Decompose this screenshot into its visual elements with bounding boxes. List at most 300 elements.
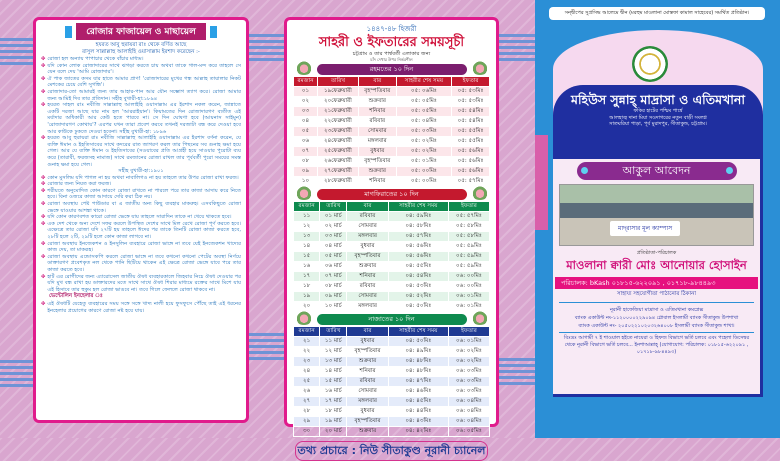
- table-cell: ০৪: ৪৮মিঃ: [388, 367, 448, 377]
- table-cell: ০৬: ০০মিঃ: [448, 272, 489, 282]
- table-row: [294, 377, 490, 387]
- table-row: [294, 137, 490, 147]
- table-cell: সোমবার: [347, 387, 388, 397]
- column-header: তারিখ: [318, 77, 359, 87]
- table-cell: রবিবার: [347, 377, 388, 387]
- bullet-item: [41, 254, 241, 274]
- section-band: [317, 64, 467, 75]
- table-cell: শুক্রবার: [358, 97, 396, 107]
- table-cell: রবিবার: [347, 212, 388, 222]
- flower-icon: [295, 311, 313, 325]
- table-cell: ০৫: ০১মিঃ: [396, 157, 451, 167]
- table-cell: ০৫: ৫৯মিঃ: [448, 262, 489, 272]
- bullet-text: হার্ট এর রোগীদের জন্য এ্যারোসেল জাতীয় ঔষধ ব্যবহারকালে জিহবার নিচে ঔষধ দেওয়ার পর যদি মুখ বন্ধ রাখা হয় ডাক্তারদের মতে সাথে সাথে ঔষধ শিরার মাধ্যমে রক্তের সাথে মিশে যায় এই হিসাবে তার হুকুম হল রোজা ভাঙবে না। তবে গিলে ফেললে রোজা থাকবে না।: [47, 273, 241, 293]
- table-cell: মঙ্গলবার: [347, 302, 388, 312]
- table-cell: শনিবার: [358, 177, 396, 187]
- table-row: [294, 262, 490, 272]
- bullet-text: হযরত আবু হুরায়রা রাঃ নবীজি সাল্লাল্লাহু আলাইহি ওয়াসাল্লাম এর ইরশাদ বর্ণনা করেন, যে ব্যক্তি ঈমান ও ইহতিসাবের সাথে কদরের রাত জাগরণ করল তার পিছনের সব গুনাহ ক্ষমা হয়ে গেল। আর যে ব্যক্তি ঈমান ও ইহতিসাবের (সওয়াবের প্রতি আগ্রহী হয়ে সাওয়ার পুরোটা ব্যয় করে (তারাবী, ফরজসহ নামাজ) সাথে রমজানের রোজা রাখল তার পূর্ববর্তী পুরো সময়ের সমস্ত গুনাহ ক্ষমা হয়ে গেল।: [47, 135, 241, 168]
- table-cell: শুক্রবার: [347, 357, 388, 367]
- bullet-text: ঐ পাক জাতের কসম যার হাতে আমার প্রাণ! 'রোজাদারের মুখের গন্ধ আল্লাহ তায়ালার নিকট মেশকের চেয়ে বেশি সুগন্ধি'।: [47, 75, 241, 89]
- table-cell: মঙ্গলবার: [358, 137, 396, 147]
- bullet-item: [41, 214, 241, 221]
- table-cell: ০৯ মার্চ: [320, 292, 347, 302]
- table-cell: ০৩: [294, 107, 318, 117]
- schedule-table: [293, 76, 490, 187]
- table-row: [294, 357, 490, 367]
- table-cell: ২৯: [294, 417, 320, 427]
- table-cell: ০১ মার্চ: [320, 212, 347, 222]
- table-cell: ০৪: ৪৭মিঃ: [388, 377, 448, 387]
- column-header: সাহরীর শেষ সময়: [388, 202, 448, 212]
- table-row: [294, 87, 490, 97]
- decor-stripes: [499, 34, 535, 61]
- table-cell: বৃহস্পতিবার: [347, 417, 388, 427]
- table-cell: ০৫: ০২মিঃ: [396, 147, 451, 157]
- table-cell: ২১: [294, 337, 320, 347]
- table-cell: বুধবার: [358, 147, 396, 157]
- column-header: ইফতার: [448, 202, 489, 212]
- table-cell: বুধবার: [347, 337, 388, 347]
- table-row: [294, 97, 490, 107]
- table-cell: ০৪: ৪৮মিঃ: [388, 357, 448, 367]
- bullet-icon: ✤: [41, 240, 46, 247]
- table-cell: বুধবার: [347, 407, 388, 417]
- table-cell: ২১ফেব্রুয়ারী: [318, 107, 359, 117]
- table-cell: ০৪: ৫৪মিঃ: [388, 272, 448, 282]
- table-cell: ০৫: ৫৯মিঃ: [448, 242, 489, 252]
- decor-stripes: [0, 360, 36, 387]
- table-cell: ০৫: ০০মিঃ: [396, 167, 451, 177]
- bullet-text: কোন মুসলিম যদি পাগল না হয় অথবা নাবালিগও না হয় তাহলে তার উপর রোজা রাখা ফরজ।: [47, 174, 239, 181]
- table-cell: ০৮ মার্চ: [320, 282, 347, 292]
- hadith-ref: সহীহ বুখারী-হা:১৯০১: [118, 168, 164, 175]
- table-cell: ০৫: ৫৬মিঃ: [452, 157, 490, 167]
- hijri-year: ১৪৪৭-৪৮ হিজরী: [366, 25, 417, 33]
- table-cell: বুধবার: [347, 242, 388, 252]
- table-cell: ০৫: ০৫মিঃ: [396, 107, 451, 117]
- table-cell: শনিবার: [347, 272, 388, 282]
- bullet-item: [41, 63, 241, 76]
- table-cell: শুক্রবার: [347, 427, 388, 437]
- bank-info: [559, 302, 754, 330]
- table-cell: ০৪ মার্চ: [320, 242, 347, 252]
- table-cell: ০৪: ৪৬মিঃ: [388, 387, 448, 397]
- bullet-text: শরীয়তে অনুমোদিত কোন কারণে রোজা রাখতে না পারলে পরে তার কাজা আদায় করে নিতে হবে। বিনা ওজরে কাজা আদায়ে দেরি করা ঠিক নয়।: [47, 187, 241, 201]
- bullet-text: রোজা অবস্থায় এন্ডোসকপি করলে রোজা ভাঙ্গে না তবে কখনো কখনো পেটের অবস্থা নির্ণয়ে ডাক্তারগণ প্রবেশকৃত নল থেকে পানি ছিটিয়ে থাকেন এই ক্ষেত্রে রোজা ভেঙ্গে যাবে পরে তার কাজা করতে হবে।: [47, 253, 241, 273]
- address-line: সাতঘরিয়া পাড়া, পূর্ব মুরাদপুর, সীতাকুন্ড, চট্টগ্রাম।: [609, 121, 707, 127]
- madrasa-panel: [535, 0, 780, 438]
- appeal-card: [553, 159, 763, 397]
- table-cell: ১০ মার্চ: [320, 302, 347, 312]
- table-cell: ০৬: ০৪মিঃ: [448, 417, 489, 427]
- flower-icon: [471, 186, 489, 200]
- schedule-table: [293, 326, 490, 437]
- inhaler-subheading: ভেন্টোলিন ইনহেলার ঃ: [49, 293, 103, 300]
- table-cell: ০৫: ৫৪মিঃ: [452, 107, 490, 117]
- bullet-icon: ✤: [41, 220, 46, 227]
- table-cell: বৃহস্পতিবার: [358, 157, 396, 167]
- column-header: সাহরীর শেষ সময়: [388, 327, 448, 337]
- table-cell: ০৪: ৪৯মিঃ: [388, 347, 448, 357]
- table-cell: ০১: [294, 87, 318, 97]
- table-cell: ০২: [294, 97, 318, 107]
- table-cell: ০৬ মার্চ: [320, 262, 347, 272]
- table-cell: ০৬: ০১মিঃ: [448, 292, 489, 302]
- table-cell: সোমবার: [347, 292, 388, 302]
- bullet-text: এই ঔষধটি যেহেতু ব্যবহারের সময় সঙ্গে সঙ্গে খাদ্য নালী হয়ে ফুসফুসে পৌঁছে তাই এই ধরনের ইনহেলার প্রয়োগের কারণে রোজা নষ্ট হয়ে যায়।: [47, 301, 241, 314]
- table-cell: ০৬: ০৫মিঃ: [448, 427, 489, 437]
- table-row: [294, 292, 490, 302]
- section-label: রহমতের ১০ দিন: [369, 65, 414, 73]
- bullet-item: [41, 221, 241, 241]
- decor-stripes: [249, 34, 285, 61]
- bullet-text: রোজার জন্য নিয়ত করা ফরজ।: [47, 181, 112, 188]
- table-cell: রবিবার: [347, 282, 388, 292]
- table-row: [294, 177, 490, 187]
- table-cell: ০২ মার্চ: [320, 222, 347, 232]
- founder-name: মাওলানা ক্বারী মোঃ আনোয়ার হোসাইন: [566, 258, 747, 272]
- bullet-text: রোজা হল অন্যায় পাপাচার থেকে বাঁচার মাধ্যম।: [47, 56, 144, 62]
- bullet-text: রোজা অবস্থায় ইনজেকশন ও ইনসুলিন ব্যবহারে রোজা ভাঙ্গে না তবে যেই ইনজেকশন খাদ্যের কাজ দেয়, তা মাকরূহ।: [47, 240, 241, 254]
- flower-icon: [471, 311, 489, 325]
- table-cell: ০৬: ০২মিঃ: [448, 347, 489, 357]
- table-cell: ১৩ মার্চ: [320, 357, 347, 367]
- table-cell: ০৪: ৪৫মিঃ: [388, 397, 448, 407]
- table-cell: ০৪: ৫৬মিঃ: [388, 242, 448, 252]
- table-cell: ২৫: [294, 377, 320, 387]
- section-label: মাগফিরাতের ১০ দিন: [364, 190, 419, 198]
- table-header: [294, 202, 490, 212]
- top-note: সন্দ্বীপের সুপ্রসিদ্ধ আলেমে দ্বীন (মরহুম মাওলানা মোস্তফা কামাল সাহেবের) সমর্থিত প্রতিষ্ঠান।: [549, 7, 765, 20]
- section-band: [317, 189, 467, 200]
- address-line: আলহাজ্ব দানা মিয়া সওদাগরের নতুন বাড়ী সংলগ্ন: [609, 114, 707, 121]
- bullet-item: [41, 102, 241, 135]
- table-row: [294, 367, 490, 377]
- fazail-title: রোজার ফাজায়েল ও মাছায়েল: [76, 23, 206, 40]
- table-row: [294, 117, 490, 127]
- table-cell: ০৫: ০৩মিঃ: [396, 127, 451, 137]
- column-header: বার: [347, 202, 388, 212]
- table-cell: ৩০: [294, 427, 320, 437]
- table-cell: ০৪: ৫৭মিঃ: [388, 232, 448, 242]
- bullet-item: [41, 175, 241, 182]
- column-header: বার: [347, 327, 388, 337]
- table-row: [294, 212, 490, 222]
- table-row: [294, 427, 490, 437]
- bullet-icon: ✤: [41, 187, 46, 194]
- table-cell: ০৯: [294, 167, 318, 177]
- madrasa-name: মহিউস সুন্নাহ্ মাদ্রাসা ও এতিমখানা: [571, 92, 745, 107]
- bank-line: ব্যাংক একাউন্ট নং-১১২০০০০২২৯০৯৪ গ্লোবাল ইসলামী ব্যাংক সীতাকুন্ড উপশাখা: [574, 315, 739, 321]
- intro-line: রাসুল সাল্লাল্লাহু আলাইহি ওয়াসাল্লাম ইরশাদ করেছেন :-: [82, 49, 200, 55]
- table-row: [294, 302, 490, 312]
- table-cell: শুক্রবার: [347, 262, 388, 272]
- bullet-text: যদি কোন লোক রোজাদারের সাথে ঝগড়া করতে চায় অথবা তাকে গাল-মন্দ করে তাহলে সে যেন বলে দেয় 'আমি রোজাদার'।: [47, 62, 241, 76]
- column-header: রমজান: [294, 202, 320, 212]
- bullet-icon: ✤: [41, 181, 46, 188]
- table-cell: ০৫: ৫৩মিঃ: [452, 97, 490, 107]
- flower-icon: [295, 61, 313, 75]
- campus-photo: [559, 184, 754, 246]
- table-cell: ০৫ মার্চ: [320, 252, 347, 262]
- bullet-text: হযরত সাহল রাঃ নবীজি সাল্লাল্লাহু আলাইহি ওয়াসাল্লাম এর ইরশাদ নকল করেন, জান্নাতে একটি দরজা আছে যার নাম হল 'আররাইয়ান'। কিয়ামতের দিন রোজাদারগণ ব্যতীত এই মর্যাদার অধিকারী আর কেউ হতে পারবে না। সে দিন ঘোষণা হবে (আয়নাস সাইমুন) 'রোজাদারগণ কোথায়'? এরপর যখন তারা প্রবেশ করবে তখনই দরজাটা বন্ধ করে দেওয়া হবে আর কাউকে ঢুকতে দেওয়া হবেনা। সহীহ বুখারী-হা: ১৮৯৬: [47, 102, 241, 135]
- table-row: [294, 167, 490, 177]
- bullet-icon: ✤: [41, 88, 46, 95]
- header-marker: [65, 26, 72, 38]
- column-header: ইফতার: [448, 327, 489, 337]
- admission-notice: বিঃদ্রঃ আগামী ৭ ই শাওয়াল হইতে নাযেরা ও হিফজ বিভাগে ভর্তি চলবে এবং পহেলা ডিসেম্বর থেকে নূরানী বিভাগে ভর্তি চলবে... ইনশাআল্লাহ্ (যোগাযোগ: পরিচালক: ০১৮১৫-৬২২০৯১ , ০১৭১৮-৯৮৪৪৯৩): [559, 332, 754, 356]
- table-cell: ২৬: [294, 387, 320, 397]
- table-cell: ০৬: ০৪মিঃ: [448, 407, 489, 417]
- flower-icon: [295, 186, 313, 200]
- table-cell: সোমবার: [358, 127, 396, 137]
- bullet-icon: ✤: [41, 253, 46, 260]
- table-cell: ০৬: ০০মিঃ: [448, 282, 489, 292]
- table-cell: ১৫: [294, 252, 320, 262]
- table-cell: ১৮ মার্চ: [320, 407, 347, 417]
- table-cell: ০৬: ০৩মিঃ: [448, 387, 489, 397]
- table-cell: ০৪: ৪৪মিঃ: [388, 407, 448, 417]
- table-row: [294, 272, 490, 282]
- table-cell: শুক্রবার: [358, 167, 396, 177]
- table-row: [294, 347, 490, 357]
- table-cell: ২০ মার্চ: [320, 427, 347, 437]
- table-cell: ১৮: [294, 282, 320, 292]
- founder-label: প্রতিষ্ঠাতা-পরিচালক: [636, 250, 677, 256]
- table-cell: ০৫: ০৬মিঃ: [396, 87, 451, 97]
- source-credit: তথ্য প্রচারে : নিউ সীতাকুণ্ড নূরানী চ্যানেল: [295, 441, 488, 461]
- table-cell: ১৭: [294, 272, 320, 282]
- table-cell: ২০ফেব্রুয়ারী: [318, 97, 359, 107]
- table-cell: ১৪ মার্চ: [320, 367, 347, 377]
- table-cell: মঙ্গলবার: [347, 232, 388, 242]
- table-cell: মঙ্গলবার: [347, 397, 388, 407]
- table-cell: বৃহস্পতিবার: [347, 347, 388, 357]
- table-cell: ১১ মার্চ: [320, 337, 347, 347]
- intro-line: হযরত আবু হুরায়রা রাঃ থেকে বর্ণিত আছে: [95, 42, 187, 48]
- table-header: [294, 77, 490, 87]
- bullet-icon: ✤: [41, 135, 46, 142]
- table-cell: ০৫: [294, 127, 318, 137]
- table-cell: ০৫: ৫৭মিঃ: [448, 212, 489, 222]
- table-cell: ০৮: [294, 157, 318, 167]
- schedule-panel: [284, 17, 499, 457]
- table-row: [294, 407, 490, 417]
- section-label: নাজাতের ১০ দিন: [368, 315, 415, 323]
- table-cell: ০৪: ৫৫মিঃ: [388, 262, 448, 272]
- table-cell: ০৫: ৫৪মিঃ: [452, 117, 490, 127]
- table-cell: ০৫: ০৪মিঃ: [396, 117, 451, 127]
- fazail-panel: [33, 17, 249, 423]
- table-cell: ০৫: ৫৮মিঃ: [448, 232, 489, 242]
- table-cell: ১২ মার্চ: [320, 347, 347, 357]
- table-cell: সোমবার: [347, 222, 388, 232]
- table-cell: ০৫: ৫৮মিঃ: [448, 222, 489, 232]
- table-row: [294, 397, 490, 407]
- table-cell: ০৬: [294, 137, 318, 147]
- table-cell: ১৬ মার্চ: [320, 387, 347, 397]
- bullet-item: [41, 188, 241, 201]
- header-marker: [210, 26, 217, 38]
- bullet-item: [41, 135, 241, 168]
- column-header: সাহরীর শেষ সময়: [396, 77, 451, 87]
- table-cell: শনিবার: [347, 367, 388, 377]
- madrasa-title-block: [553, 85, 763, 159]
- fazail-header: [41, 23, 241, 40]
- bullet-text: রোজাদার-তো আমারই জন্য তার আহার-পান আর যৌন সম্ভোগ ত্যাগ করে। রোজা আমার জন্য আমিই দিব তার প্রতিদান। সহীহ বুখারী-হা:১৮৯৪: [47, 88, 241, 102]
- table-row: [294, 147, 490, 157]
- table-row: [294, 127, 490, 137]
- bullet-item: [41, 181, 241, 188]
- table-cell: ২২: [294, 347, 320, 357]
- table-cell: ০৫: ৫৫মিঃ: [452, 137, 490, 147]
- table-cell: ০৫: ০৫মিঃ: [396, 97, 451, 107]
- bullet-icon: ✤: [41, 102, 46, 109]
- table-cell: ২৩: [294, 357, 320, 367]
- table-cell: ২৮: [294, 407, 320, 417]
- schedule-title: সাহরী ও ইফতারের সময়সূচী: [318, 35, 465, 50]
- bullet-icon: ✤: [41, 56, 46, 62]
- table-cell: ০৬: ০৩মিঃ: [448, 367, 489, 377]
- schedule-subtitle: চট্টগ্রাম ও তার পার্শ্ববর্তী এলাকার জন্য: [352, 51, 431, 57]
- table-cell: ০৫: ৫৭মিঃ: [452, 177, 490, 187]
- table-cell: ০৫: ০০মিঃ: [396, 177, 451, 187]
- table-cell: ০৪: ৪৩মিঃ: [388, 417, 448, 427]
- table-cell: ১৭ মার্চ: [320, 397, 347, 407]
- bullet-item: [41, 89, 241, 102]
- appeal-heading: আকুল আবেদন: [577, 162, 737, 180]
- table-cell: ১৬: [294, 262, 320, 272]
- decor-stripes: [499, 358, 535, 385]
- table-cell: ০৪: ৫০মিঃ: [388, 337, 448, 347]
- column-header: রমজান: [294, 77, 318, 87]
- table-cell: ০৪: ৫৩মিঃ: [388, 282, 448, 292]
- table-row: [294, 417, 490, 427]
- table-cell: ০৫: ৫৯মিঃ: [448, 252, 489, 262]
- column-header: ইফতার: [452, 77, 490, 87]
- table-cell: ২০: [294, 302, 320, 312]
- help-title: সাহায্য সহযোগীতা পাঠানোর ঠিকানা: [617, 291, 696, 297]
- table-cell: ০৫: ৫৬মিঃ: [452, 147, 490, 157]
- table-row: [294, 282, 490, 292]
- column-header: রমজান: [294, 327, 320, 337]
- bullet-text: যদি কোন কারণবশত কারো রোজা ভেঙ্গে যায় তাহলে সারাদিন তাকে না খেয়ে থাকতে হবে।: [47, 214, 232, 221]
- table-cell: ১০: [294, 177, 318, 187]
- bank-line: ব্যাংক একাউন্ট নং- ২০৫০২২১০২০৩২৬৪০০৮ ইসলামী ব্যাংক সীতাকুন্ড শাখা।: [578, 323, 735, 329]
- table-row: [294, 232, 490, 242]
- table-cell: ০৬: ০১মিঃ: [448, 337, 489, 347]
- bkash-contact: পরিচালক: bKash ০১৮১৫-৬২২০৯১ , ০১৭১৮-৯৮৪৪৯৩: [555, 277, 758, 289]
- flower-icon: [471, 61, 489, 75]
- bullet-icon: ✤: [41, 273, 46, 280]
- decor-stripes: [249, 333, 285, 360]
- table-cell: ২৭: [294, 397, 320, 407]
- bullet-item: [41, 76, 241, 89]
- bullet-item: [41, 241, 241, 254]
- column-header: তারিখ: [320, 327, 347, 337]
- bullet-icon: ✤: [41, 201, 46, 208]
- table-cell: ২৪: [294, 367, 320, 377]
- section-band: [317, 314, 467, 325]
- bank-line: নূরানী হাফেজিয়া মাদ্রাসা ও এতিমখানা কমপ্লেক্স: [609, 307, 704, 313]
- table-cell: ২৩ফেব্রুয়ারী: [318, 127, 359, 137]
- table-cell: ১৪: [294, 242, 320, 252]
- table-cell: ০৪: ৫৬মিঃ: [388, 252, 448, 262]
- table-cell: ০৫: ৫৩মিঃ: [452, 87, 490, 97]
- table-cell: ০৬: ০৪মিঃ: [448, 397, 489, 407]
- photo-caption: মাদ্‌রাসার মূল ক্যাম্পাস: [610, 221, 680, 236]
- decor-stripes: [0, 38, 36, 65]
- table-row: [294, 107, 490, 117]
- table-cell: শনিবার: [358, 107, 396, 117]
- column-header: তারিখ: [320, 202, 347, 212]
- table-row: [294, 337, 490, 347]
- table-cell: ০৪: [294, 117, 318, 127]
- bullet-icon: ✤: [41, 301, 46, 308]
- table-cell: ২৬ফেব্রুয়ারী: [318, 157, 359, 167]
- table-cell: ২২ফেব্রুয়ারী: [318, 117, 359, 127]
- table-cell: ০৬: ০৩মিঃ: [448, 377, 489, 387]
- table-cell: ০৭: [294, 147, 318, 157]
- table-cell: ০৩ মার্চ: [320, 232, 347, 242]
- table-cell: ০৭ মার্চ: [320, 272, 347, 282]
- bullet-item: [41, 274, 241, 294]
- bullet-item: [41, 301, 241, 314]
- table-cell: ১৩: [294, 232, 320, 242]
- table-row: [294, 252, 490, 262]
- bullet-icon: ✤: [41, 174, 46, 181]
- bullet-text: রোজা অবস্থায় পেষ্ট পাউডার বা এ জাতীয় অন্য কিছু ব্যবহার মাকরুহ। এসবকিছুতে রোজা ভেঙ্গে যাওয়ার আশঙ্কা থাকে।: [47, 201, 241, 214]
- table-cell: ২৮ফেব্রুয়ারী: [318, 177, 359, 187]
- table-cell: ০৪: ৪২মিঃ: [388, 427, 448, 437]
- table-cell: বৃহস্পতিবার: [347, 252, 388, 262]
- table-row: [294, 222, 490, 232]
- table-cell: ২৭ফেব্রুয়ারী: [318, 167, 359, 177]
- decor-bar: [535, 135, 548, 230]
- bullet-icon: ✤: [41, 62, 46, 69]
- table-cell: রবিবার: [358, 117, 396, 127]
- table-row: [294, 387, 490, 397]
- schedule-note: চাঁদ দেখার উপর নির্ভরশীল: [370, 57, 413, 62]
- table-cell: ১২: [294, 222, 320, 232]
- table-row: [294, 242, 490, 252]
- table-cell: ১৯ মার্চ: [320, 417, 347, 427]
- table-cell: ১১: [294, 212, 320, 222]
- address-line: ফকির হাটের পশ্চিম পার্শ্বে: [633, 108, 683, 114]
- table-cell: ১৯: [294, 292, 320, 302]
- bullet-item: [41, 201, 241, 214]
- table-cell: ১৯ফেব্রুয়ারী: [318, 87, 359, 97]
- madrasa-logo-icon: [632, 46, 668, 82]
- table-cell: ০৬: ০১মিঃ: [448, 302, 489, 312]
- table-row: [294, 157, 490, 167]
- table-cell: ২৫ফেব্রুয়ারী: [318, 147, 359, 157]
- table-cell: ০৪: ৫৯মিঃ: [388, 212, 448, 222]
- table-cell: ০৬: ০২মিঃ: [448, 357, 489, 367]
- table-cell: ১৫ মার্চ: [320, 377, 347, 387]
- table-cell: ০৪: ৫২মিঃ: [388, 292, 448, 302]
- bullet-icon: ✤: [41, 75, 46, 82]
- schedule-table: [293, 201, 490, 312]
- table-cell: ২৪ফেব্রুয়ারী: [318, 137, 359, 147]
- table-cell: ০৫: ৫৫মিঃ: [452, 127, 490, 137]
- column-header: বার: [358, 77, 396, 87]
- bullet-icon: ✤: [41, 214, 46, 221]
- bullet-text: এক দেশ থেকে অন্য দেশে সফর করলে উপস্থিত দেশের সাথে মিল রেখে রোজা পূর্ণ করতে হবে। এক্ষেত্রে তার রোজা যদি ২৭টি হয় তাহলে ঈদের পর তাকে তিনটি রোজা কাজা করতে হবে, ২৮টি হলে ২টি, ২৯টি হলে কোন কাজা লাগবে না।: [47, 220, 241, 241]
- table-cell: বৃহস্পতিবার: [358, 87, 396, 97]
- bullet-item: [41, 56, 241, 63]
- table-cell: ০৪: ৫৮মিঃ: [388, 222, 448, 232]
